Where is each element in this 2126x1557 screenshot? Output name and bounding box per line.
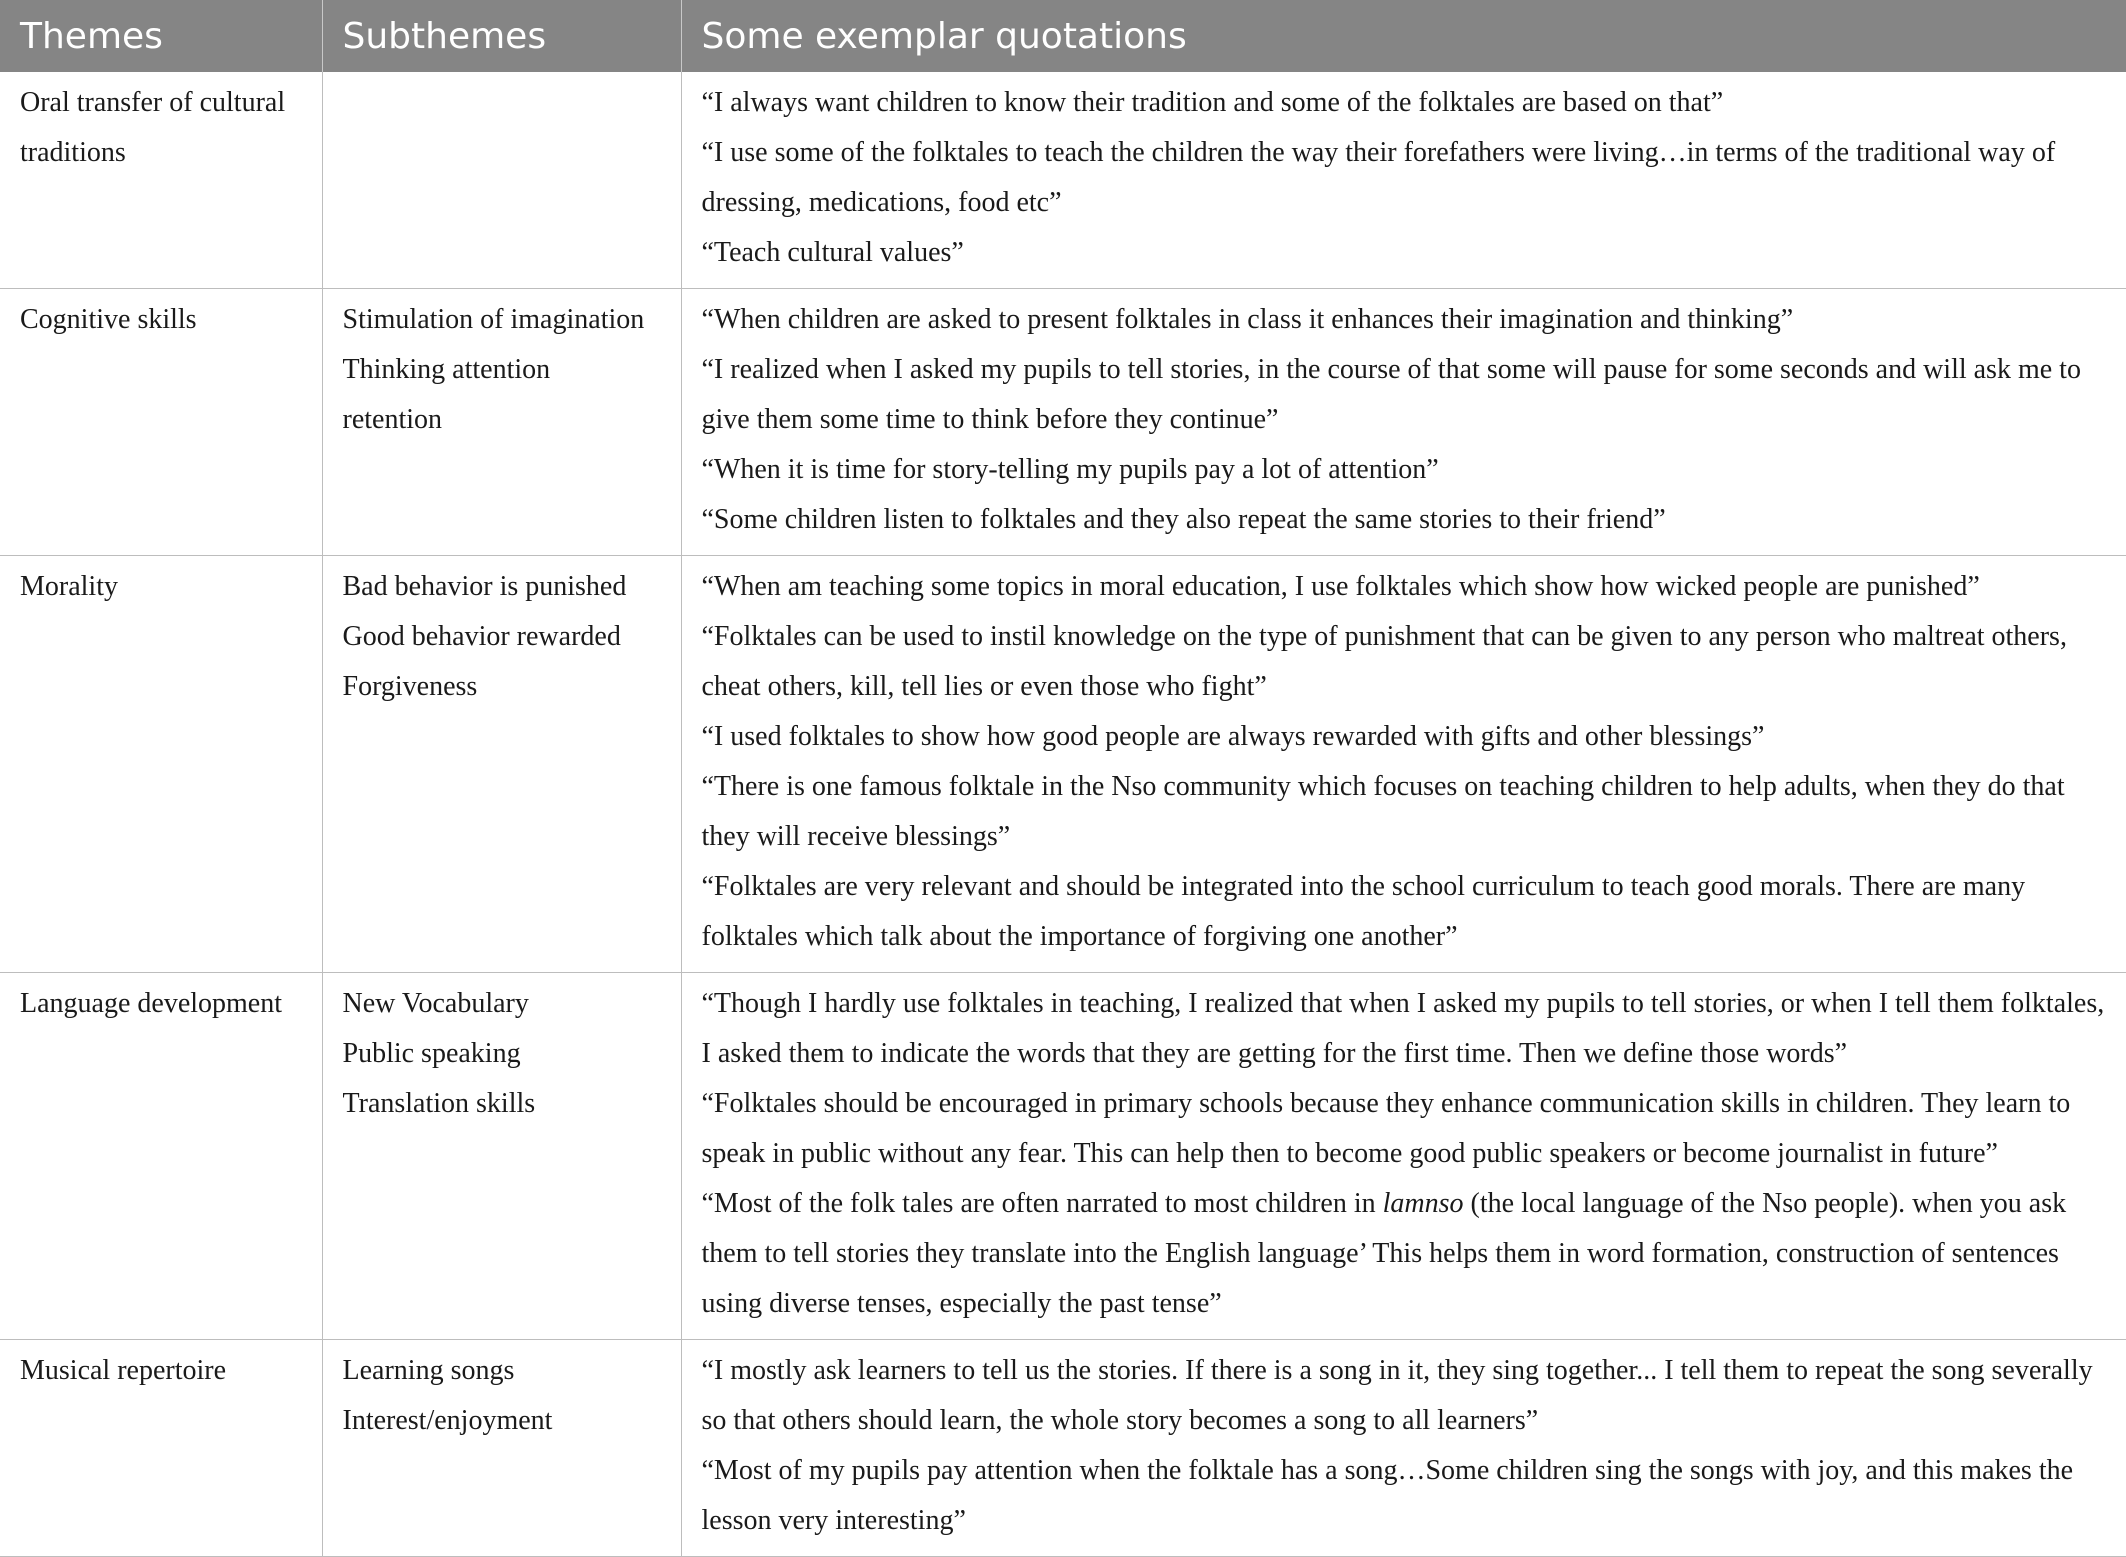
quotation: “Folktales can be used to instil knowledge on the type of punishment that can be given to any person who maltreat others, cheat others, kill, tell lies or even those who fight” <box>701 621 2067 702</box>
subtheme: Public speaking <box>342 1038 521 1069</box>
header-row <box>0 0 2126 72</box>
quotation: “Some children listen to folktales and they also repeat the same stories to their friend” <box>701 504 1666 535</box>
subtheme: Good behavior rewarded <box>342 621 621 652</box>
theme-cell: Morality <box>0 556 322 973</box>
quotation: “I always want children to know their tradition and some of the folktales are based on that” <box>701 87 1724 118</box>
quotation: “Most of my pupils pay attention when the folktale has a song…Some children sing the songs with joy, and this makes the lesson very interesting” <box>701 1455 2074 1536</box>
subtheme: retention <box>342 404 443 435</box>
quotations-cell <box>681 1340 2126 1557</box>
quotations-cell <box>681 556 2126 973</box>
quotation: “When it is time for story-telling my pupils pay a lot of attention” <box>701 454 1439 485</box>
subtheme: Learning songs <box>342 1355 515 1386</box>
table-row <box>0 1340 2126 1557</box>
subtheme: Thinking attention <box>342 354 551 385</box>
table-row <box>0 289 2126 556</box>
subtheme: Forgiveness <box>342 671 478 702</box>
lamnso-term: lamnso <box>1382 1188 1464 1219</box>
quotation: “Folktales should be encouraged in primary schools because they enhance communication skills in children. They learn to speak in public without any fear. This can help then to become good public speakers or become journalist in future” <box>701 1088 2071 1169</box>
quotation: “When children are asked to present folktales in class it enhances their imagination and thinking” <box>701 304 1794 335</box>
subtheme: Stimulation of imagination <box>342 304 645 335</box>
quotation: “There is one famous folktale in the Nso community which focuses on teaching children to help adults, when they do that they will receive blessings” <box>701 771 2065 852</box>
table-row <box>0 556 2126 973</box>
quotation-lamnso <box>702 1179 2107 1329</box>
subtheme: New Vocabulary <box>342 988 529 1019</box>
quotation: “I used folktales to show how good people are always rewarded with gifts and other blessings” <box>701 721 1765 752</box>
quotations-cell <box>681 72 2126 289</box>
quotation: “Teach cultural values” <box>701 237 964 268</box>
quotations-cell <box>681 289 2126 556</box>
quotation: “Though I hardly use folktales in teaching, I realized that when I asked my pupils to tell stories, or when I tell them folktales, I asked them to indicate the words that they are getting for the first time. Then we define those words” <box>701 988 2105 1069</box>
subtheme-cell <box>322 973 681 1340</box>
quotation: “Folktales are very relevant and should be integrated into the school curriculum to teach good morals. There are many folktales which talk about the importance of forgiving one another” <box>701 871 2026 952</box>
subtheme: Interest/enjoyment <box>342 1405 553 1436</box>
header-subthemes: Subthemes <box>322 0 681 72</box>
quotation: “I use some of the folktales to teach the children the way their forefathers were living…in terms of the traditional way of dressing, medications, food etc” <box>701 137 2056 218</box>
quotations-cell <box>681 973 2126 1340</box>
quote-text: “Most of the folk tales are often narrated to most children in <box>701 1188 1383 1219</box>
subtheme-cell <box>322 72 681 289</box>
table-row <box>0 973 2126 1340</box>
theme-cell: Cognitive skills <box>0 289 322 556</box>
theme-cell: Oral transfer of cultural traditions <box>0 72 322 289</box>
table-body <box>0 72 2126 1557</box>
table-header <box>0 0 2126 72</box>
subtheme-cell <box>322 556 681 973</box>
quotation: “I realized when I asked my pupils to tell stories, in the course of that some will pause for some seconds and will ask me to give them some time to think before they continue” <box>701 354 2081 435</box>
theme-cell: Language development <box>0 973 322 1340</box>
subtheme-cell <box>322 1340 681 1557</box>
header-themes: Themes <box>0 0 322 72</box>
quote-text: (the local language of the Nso people). when you ask them to tell stories they translate into the English language’ This helps them in word formation, construction of sentences using diverse tenses, especially the past tense” <box>701 1188 2067 1319</box>
theme-cell: Musical repertoire <box>0 1340 322 1557</box>
quotation: “I mostly ask learners to tell us the stories. If there is a song in it, they sing together... I tell them to repeat the song severally so that others should learn, the whole story becomes a song to all learners” <box>701 1355 2093 1436</box>
subtheme-cell <box>322 289 681 556</box>
subtheme: Bad behavior is punished <box>342 571 627 602</box>
header-quotations: Some exemplar quotations <box>681 0 2126 72</box>
table-row <box>0 72 2126 289</box>
subtheme: Translation skills <box>342 1088 536 1119</box>
quotation: “When am teaching some topics in moral education, I use folktales which show how wicked people are punished” <box>701 571 1980 602</box>
